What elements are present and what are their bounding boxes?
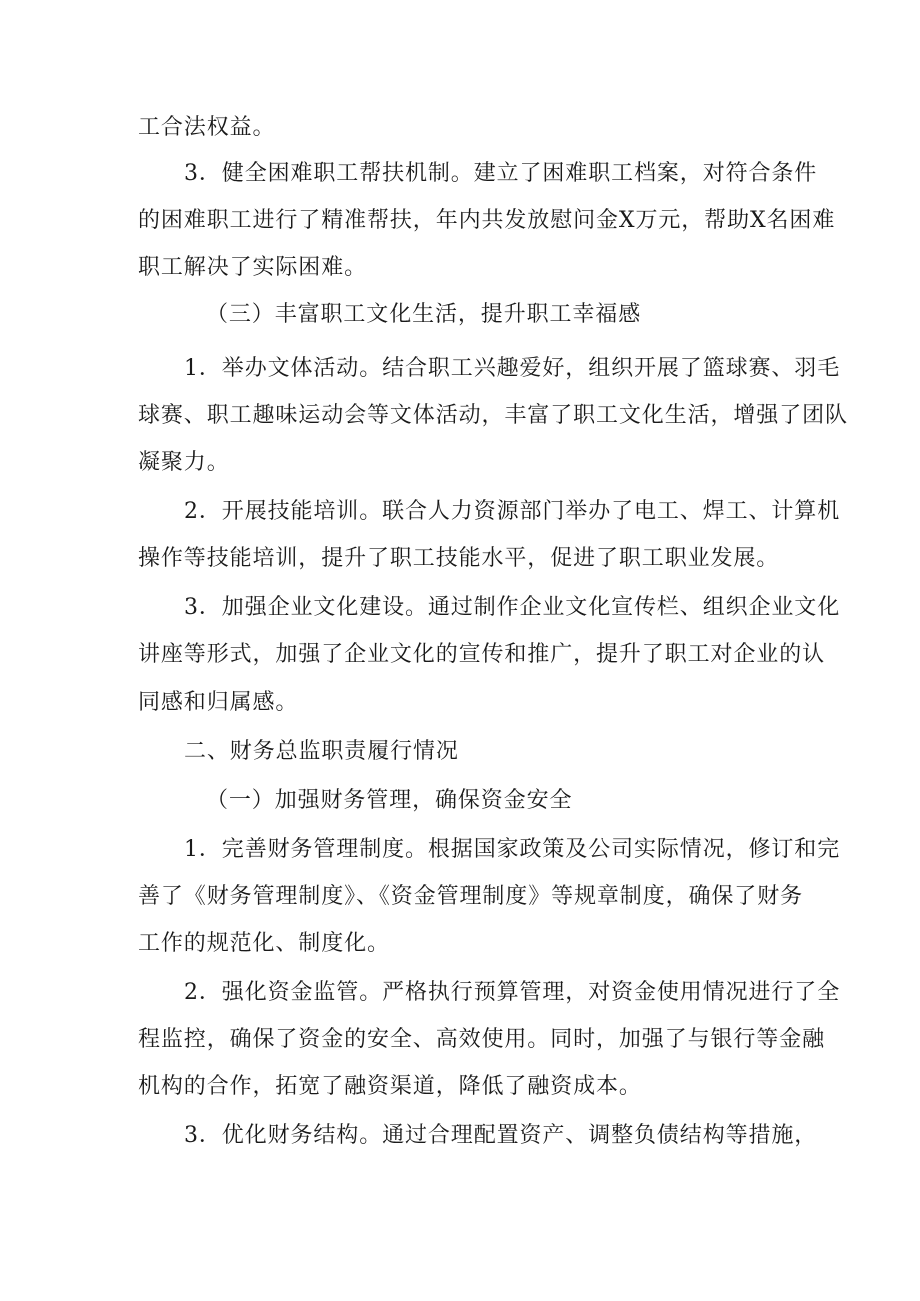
paragraph-line: 程监控，确保了资金的安全、高效使用。同时，加强了与银行等金融 (138, 1027, 826, 1052)
paragraph-line: 善了《财务管理制度》、《资金管理制度》等规章制度，确保了财务 (138, 884, 804, 909)
section-subheading: （三）丰富职工文化生活，提升职工幸福感 (206, 302, 642, 327)
paragraph-line: 3．健全困难职工帮扶机制。建立了困难职工档案，对符合条件 (184, 161, 818, 186)
section-heading: 二、财务总监职责履行情况 (184, 739, 459, 764)
paragraph-line: 3．加强企业文化建设。通过制作企业文化宣传栏、组织企业文化 (184, 595, 841, 620)
section-subheading: （一）加强财务管理，确保资金安全 (206, 788, 573, 813)
paragraph-line: 工作的规范化、制度化。 (138, 931, 390, 956)
paragraph-line: 1．举办文体活动。结合职工兴趣爱好，组织开展了篮球赛、羽毛 (184, 356, 841, 381)
paragraph-line: 工合法权益。 (138, 115, 276, 140)
paragraph-line: 机构的合作，拓宽了融资渠道，降低了融资成本。 (138, 1074, 642, 1099)
paragraph-line: 同感和归属感。 (138, 690, 299, 715)
paragraph-line: 凝聚力。 (138, 450, 230, 475)
paragraph-line: 职工解决了实际困难。 (138, 255, 368, 280)
paragraph-line: 1．完善财务管理制度。根据国家政策及公司实际情况，修订和完 (184, 837, 841, 862)
paragraph-line: 2．开展技能培训。联合人力资源部门举办了电工、焊工、计算机 (184, 499, 841, 524)
paragraph-line: 球赛、职工趣味运动会等文体活动，丰富了职工文化生活，增强了团队 (138, 403, 848, 428)
paragraph-line: 讲座等形式，加强了企业文化的宣传和推广，提升了职工对企业的认 (138, 642, 826, 667)
paragraph-line: 操作等技能培训，提升了职工技能水平，促进了职工职业发展。 (138, 546, 780, 571)
paragraph-line: 的困难职工进行了精准帮扶，年内共发放慰问金X万元，帮助X名困难 (138, 208, 836, 233)
paragraph-line: 2．强化资金监管。严格执行预算管理，对资金使用情况进行了全 (184, 980, 841, 1005)
paragraph-line: 3．优化财务结构。通过合理配置资产、调整负债结构等措施， (184, 1123, 818, 1148)
